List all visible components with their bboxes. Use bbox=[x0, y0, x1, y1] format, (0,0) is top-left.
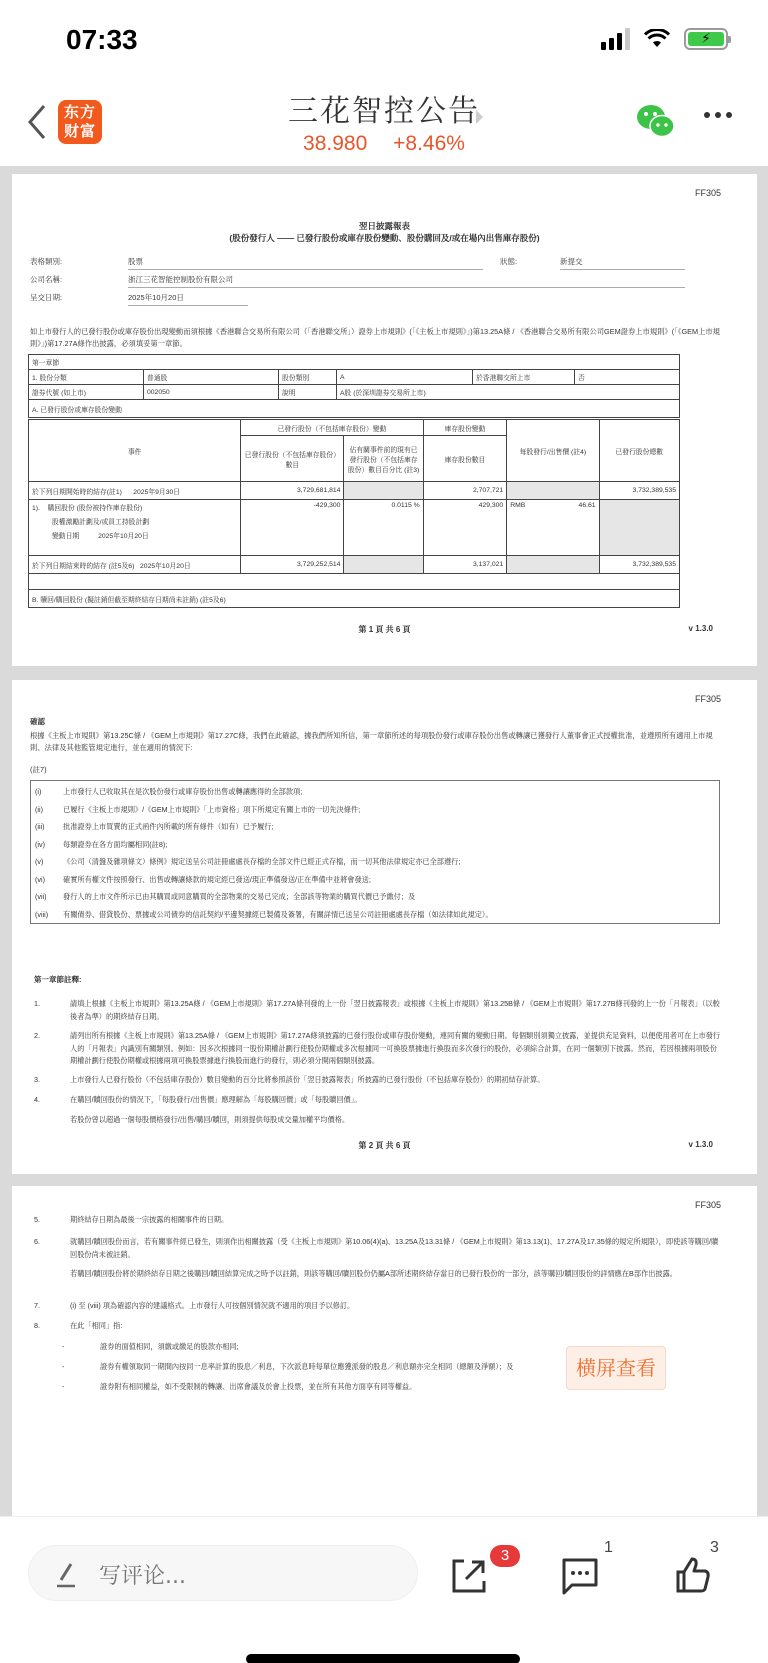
document-page-3: FF305 5. 期終結存日期為最後一宗披露的相關事件的日期。 6. 就購回/贖回股份而言，若有關事件經已發生，則須作出相關披露（受《主板上市規則》第10.06(4)(a)、13.25A及13.31條 / 《GEM上市規則》第13.13(1)、17.27A及17.35條的規定所規限），即使該等購回/贖回股份尚未被註銷。 若購回/贖回股份將於期終結存日期之後購回/贖回結算完成之時予以註銷，則該等購回/贖回股份仍屬A部所述期終結存當日的已發行股份的一部分，該等購回/贖回股份的詳情應在B部作出披露。 7. (i) 至 (viii) 項為確認內容的建議格式。上市發行人可按個別情況就不適用的項目予以修訂。 8. 在此「相同」指: - 證券的面值相同，須繳或繳足的股款亦相同; - 證券有權領取同一期間內按同一息率計算的股息／利息，下次派息時每單位應獲派發的股息／利息額亦完全相同（總額及淨額）；及 - 證券附有相同權益，如不受限制的轉讓、出席會議及於會上投票，並在所有其他方面享有同等權益。 bbox=[12, 1186, 757, 1516]
note-item: 6. 就購回/贖回股份而言，若有關事件經已發生，則須作出相關披露（受《主板上市規則》第10.06(4)(a)、13.25A及13.31條 / 《GEM上市規則》第13.13(1)、17.27A及17.35條的規定所規限），即使該等購回/贖回股份尚未被註銷。 bbox=[34, 1237, 719, 1259]
status-time: 07:33 bbox=[66, 24, 138, 55]
more-options-button[interactable] bbox=[704, 112, 732, 118]
section-b-label: B. 贖回/購回股份 (擬註銷但截至期終結存日期尚未註銷) (註5及6) bbox=[29, 590, 680, 608]
pencil-icon bbox=[53, 1560, 77, 1588]
stock-price: 38.980 bbox=[303, 132, 368, 155]
note-item: 8. 在此「相同」指: bbox=[34, 1321, 123, 1330]
confirmation-text: 根據《主板上市規則》第13.25C條 / 《GEM上市規則》第17.27C條，我們在此確認，據我們所知所信，第一章節所述的每項股份發行或庫存股份出售或轉讓已獲發行人董事會正式授權批准，並遵照所有適用上市規則、法律及其他監管規定進行，並在適用的情況下: bbox=[30, 731, 713, 752]
like-icon[interactable] bbox=[672, 1555, 712, 1595]
landscape-view-button[interactable]: 横屏查看 bbox=[566, 1346, 666, 1390]
share-badge: 3 bbox=[490, 1545, 520, 1567]
bottom-bar bbox=[0, 1516, 768, 1663]
wechat-share-icon[interactable] bbox=[636, 102, 676, 140]
note-item: 7. (i) 至 (viii) 項為確認內容的建議格式。上市發行人可按個別情況就不適用的項目予以修訂。 bbox=[34, 1301, 355, 1310]
notes-title: 第一章節註釋: bbox=[34, 975, 82, 984]
header-event: 事件 bbox=[29, 420, 241, 482]
confirm-item: (vii) 發行人的上市文件所示已由其購買或同意購買的全部物業的交易已完成；全部該等物業的購買代價已予繳付；及 bbox=[35, 892, 416, 901]
comment-input[interactable] bbox=[28, 1545, 418, 1601]
form-code: FF305 bbox=[694, 188, 721, 198]
note-item: 若購回/贖回股份將於期終結存日期之後購回/贖回結算完成之時予以註銷，則該等購回/贖回股份仍屬A部所述期終結存當日的已發行股份的一部分，該等購回/贖回股份的詳情應在B部作出披露。 bbox=[70, 1269, 677, 1278]
confirmation-box bbox=[30, 780, 720, 924]
bullet-item: - 證券附有相同權益，如不受限制的轉讓、出席會議及於會上投票，並在所有其他方面享有同等權益。 bbox=[62, 1382, 417, 1391]
confirm-item: (iii) 批准證券上市買賣的正式函件內所載的所有條件（如有）已予履行; bbox=[35, 822, 274, 831]
battery-icon: ⚡ bbox=[684, 28, 728, 50]
comment-count: 1 bbox=[604, 1539, 613, 1556]
bullet-item: - 證券有權領取同一期間內按同一息率計算的股息／利息，下次派息時每單位應獲派發的股息／利息額亦完全相同（總額及淨額）；及 bbox=[62, 1362, 514, 1371]
closing-balance-row: 於下列日期結束時的結存 (註5及6) 2025年10月20日 3,729,252,514 3,137,021 3,732,389,535 bbox=[29, 556, 680, 574]
document-page-1: FF305 翌日披露報表 (股份發行人 —— 已發行股份或庫存股份變動、股份購回及/或在場內出售庫存股份) 表格類別: 股票 狀態: 新提交 公司名稱: 浙江三花智能控制股份有限公司 呈交日期: 2025年10月20日 如上市發行人的已發行股份或庫存股份出現變動而須根據《香港聯合交易所有限公司（「香港聯交所」）證券上市規則》(「《主板上市規則》」)第13.25A條 / 《香港聯合交易所有限公司GEM證券上市規則》(「《GEM上市規則》」)第17.27A條作出披露，必須填妥第一章節。 第一章節 1. 股份分類 普通股 股份類別 A 於香港聯交所上市 否 證券代號 (如上市) 002050 說明 A股 (於深圳證券交易所上市) A. 已發行股份或庫存股份變動 事件 已發行股份（不包括庫存股份）變動 庫存股份變動 每股發行/出售價 (註4) 已發行股份總數 已發行股份（不包括庫存股份）數目 佔有關事件前的現有已發行股份（不包括庫存股份）數目百分比 (註3) 庫存股份數目 於下列日期開始時的結存(註1) 2025年9月30日 3,729,681,814 2,707,721 3,732,389,535 1). 購回股份 (股份被持作庫存股份) 股權激勵計劃及/或員工持股計劃 變動日期 2025年10月20日 -429,300 0.0115 % 429,300 RMB 46.61 於下列日期結束時的結存 (註5及6) 2025年10月20日 3,729,252,514 3,137,021 3,732,389,535 B. 贖回/購回股份 (擬註銷但截至期終結存日期尚未註銷) (註5及6) 第 1 頁 共 6 頁 v 1.3.0 bbox=[12, 174, 757, 666]
document-title: 翌日披露報表 (股份發行人 —— 已發行股份或庫存股份變動、股份購回及/或在場內出售庫存股份) bbox=[229, 221, 540, 243]
confirm-item: (viii) 有關債券、借貸股份、票據或公司債券的信託契約/平邊契據經已製備及簽署，有關詳情已送呈公司註冊處處長存檔（如法律如此規定）。 bbox=[35, 909, 493, 919]
stock-change: +8.46% bbox=[393, 132, 465, 155]
share-info-table: 第一章節 1. 股份分類 普通股 股份類別 A 於香港聯交所上市 否 證券代號 (如上市) 002050 說明 A股 (於深圳證券交易所上市) A. 已發行股份或庫存股份變動 bbox=[28, 354, 680, 418]
note-item: 3. 上市發行人已發行股份（不包括庫存股份）數目變動的百分比將參照該份「翌日披露報表」所披露的已發行股份（不包括庫存股份）的期初結存計算。 bbox=[34, 1075, 545, 1084]
bullet-item: - 證券的面值相同，須繳或繳足的股款亦相同; bbox=[62, 1342, 239, 1351]
share-icon[interactable] bbox=[448, 1555, 488, 1595]
eastmoney-logo: 东方 财富 bbox=[58, 100, 102, 144]
home-indicator bbox=[246, 1654, 520, 1663]
opening-balance-row: 於下列日期開始時的結存(註1) 2025年9月30日 3,729,681,814 2,707,721 3,732,389,535 bbox=[29, 482, 680, 500]
status-icons bbox=[601, 28, 728, 50]
share-movement-table: 事件 已發行股份（不包括庫存股份）變動 庫存股份變動 每股發行/出售價 (註4) 已發行股份總數 已發行股份（不包括庫存股份）數目 佔有關事件前的現有已發行股份（不包括庫存股份）數目百分比 (註3) 庫存股份數目 於下列日期開始時的結存(註1) 2025年9月30日 3,729,681,814 2,707,721 3,732,389,535 1). 購回股份 (股份被持作庫存股份) 股權激勵計劃及/或員工持股計劃 變動日期 2025年10月20日 -429,300 0.0115 % 429,300 RMB 46.61 於下列日期結束時的結存 (註5及6) 2025年10月20日 3,729,252,514 3,137,021 3,732,389,535 B. 贖回/購回股份 (擬註銷但截至期終結存日期尚未註銷) (註5及6) bbox=[28, 419, 680, 608]
note-item: 1. 請填上根據《主板上市規則》第13.25A條 / 《GEM上市規則》第17.27A條刊發的上一份「翌日披露報表」或根據《主板上市規則》第13.25B條 / 《GEM上市規則》第17.27B條刊發的上一份「月報表」（以較後者為準）的期終結存日期。 bbox=[34, 999, 720, 1021]
cellular-signal-icon bbox=[601, 28, 630, 50]
event-row: 1). 購回股份 (股份被持作庫存股份) 股權激勵計劃及/或員工持股計劃 變動日期 2025年10月20日 -429,300 0.0115 % 429,300 RMB 46.61 bbox=[29, 500, 680, 556]
page-title: 三花智控公告 bbox=[288, 94, 480, 129]
confirm-item: (vi) 確實所有權文件按照發行、出售或轉讓條款的規定經已發送/現正準備發送/正在準備中並將會發送; bbox=[35, 874, 371, 884]
confirm-item: (v) 《公司（清盤及雜項條文）條例》規定送呈公司註冊處處長存檔的全部文件已經正式存檔，而一切其他法律規定亦已全部遵行; bbox=[35, 857, 461, 866]
confirm-item: (ii) 已履行《主板上市規則》/《GEM上市規則》「上市資格」項下所規定有關上市的一切先決條件; bbox=[35, 804, 361, 814]
document-page-2: FF305 確認 根據《主板上市規則》第13.25C條 / 《GEM上市規則》第17.27C條，我們在此確認，據我們所知所信，第一章節所述的每項股份發行或庫存股份出售或轉讓已獲發行人董事會正式授權批准，並遵照所有適用上市規則、法律及其他監管規定進行，並在適用的情況下: (註7) (i) 上市發行人已收取其在是次股份發行或庫存股份出售或轉讓應得的全部款項; (ii) 已履行《主板上市規則》/《GEM上市規則》「上市資格」項下所規定有關上市的一切先決條件; (iii) 批准證券上市買賣的正式函件內所載的所有條件（如有）已予履行; (iv) 每類證券在各方面均屬相同(註8); (v) 《公司（清盤及雜項條文）條例》規定送呈公司註冊處處長存檔的全部文件已經正式存檔，而一切其他法律規定亦已全部遵行; (vi) 確實所有權文件按照發行、出售或轉讓條款的規定經已發送/現正準備發送/正在準備中並將會發送; (vii) 發行人的上市文件所示已由其購買或同意購買的全部物業的交易已完成；全部該等物業的購買代價已予繳付；及 (viii) 有關債券、借貸股份、票據或公司債券的信託契約/平邊契據經已製備及簽署，有關詳情已送呈公司註冊處處長存檔（如法律如此規定）。 第一章節註釋: 1. 請填上根據《主板上市規則》第13.25A條 / 《GEM上市規則》第17.27A條刊發的上一份「翌日披露報表」或根據《主板上市規則》第13.25B條 / 《GEM上市規則》第17.27B條刊發的上一份「月報表」（以較後者為準）的期終結存日期。 2. 請列出所有根據《主板上市規則》第13.25A條 / 《GEM上市規則》第17.27A條須披露的已發行股份或庫存股份變動，連同有關的變動日期。每個類別須獨立披露，並提供充足資料，以便使用者可在上市發行人的「月報表」內識別有關類別。例如：因多次根據同一股份期權計劃行使股份期權或多次根據同一可換股票據進行換股而多次發行的股份，必須綜合計算，在同一個類別下披露。然而，若因根據兩項股份期權計劃行使股份期權或根據兩項可換股票據進行換股而進行的發行，則必須分開兩個類別披露。 3. 上市發行人已發行股份（不包括庫存股份）數目變動的百分比將參照該份「翌日披露報表」所披露的已發行股份（不包括庫存股份）的期初結存計算。 4. 在購回/贖回股份的情況下，「每股發行/出售價」應理解為「每股購回價」或「每股贖回價」。 若股份曾以超過一個每股價格發行/出售/購回/贖回，則須提供每股成交量加權平均價格。 第 2 頁 共 6 頁 v 1.3.0 bbox=[12, 680, 757, 1174]
note-item: 2. 請列出所有根據《主板上市規則》第13.25A條 / 《GEM上市規則》第17.27A條須披露的已發行股份或庫存股份變動，連同有關的變動日期。每個類別須獨立披露，並提供充足資料，以便使用者可在上市發行人的「月報表」內識別有關類別。例如：因多次根據同一股份期權計劃行使股份期權或多次根據同一可換股票據進行換股而多次發行的股份，必須綜合計算，在同一個類別下披露。然而，若因根據兩項股份期權計劃行使股份期權或根據兩項可換股票據進行換股而進行的發行，則必須分開兩個類別披露。 bbox=[34, 1031, 721, 1065]
title-arrow-icon[interactable] bbox=[476, 110, 483, 124]
nav-bar bbox=[0, 80, 768, 166]
like-count: 3 bbox=[710, 1539, 719, 1556]
document-viewer[interactable] bbox=[0, 166, 768, 1516]
confirm-item: (i) 上市發行人已收取其在是次股份發行或庫存股份出售或轉讓應得的全部款項; bbox=[35, 787, 303, 796]
note-item: 4. 在購回/贖回股份的情況下，「每股發行/出售價」應理解為「每股購回價」或「每股贖回價」。 bbox=[34, 1095, 362, 1104]
confirm-item: (iv) 每類證券在各方面均屬相同(註8); bbox=[35, 839, 168, 849]
confirmation-title: 確認 bbox=[30, 717, 45, 726]
note-item: 5. 期終結存日期為最後一宗披露的相關事件的日期。 bbox=[34, 1215, 229, 1224]
status-bar bbox=[0, 0, 768, 80]
comment-placeholder: 写评论... bbox=[99, 1564, 186, 1589]
note-item: 若股份曾以超過一個每股價格發行/出售/購回/贖回，則須提供每股成交量加權平均價格。 bbox=[70, 1115, 350, 1124]
wifi-icon bbox=[644, 29, 670, 49]
comment-icon[interactable] bbox=[560, 1555, 600, 1595]
intro-paragraph: 如上市發行人的已發行股份或庫存股份出現變動而須根據《香港聯合交易所有限公司（「香港聯交所」）證券上市規則》(「《主板上市規則》」)第13.25A條 / 《香港聯合交易所有限公司GEM證券上市規則》(「《GEM上市規則》」)第17.27A條作出披露，必須填妥第一章節。 bbox=[30, 327, 720, 348]
